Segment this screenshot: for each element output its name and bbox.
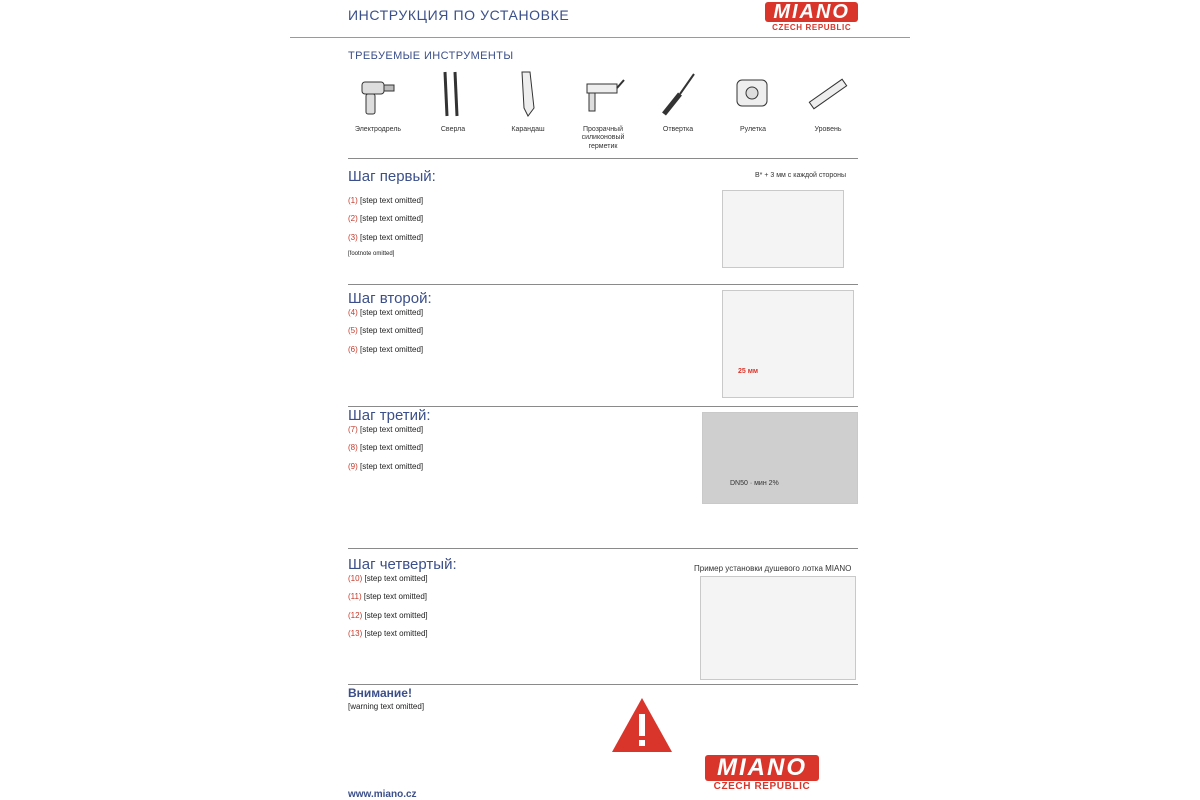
step-4-figure: [700, 576, 856, 680]
item-number: (6): [348, 344, 358, 354]
tool-label: Прозрачный силиконовый герметик: [581, 126, 625, 150]
item-number: (10): [348, 574, 363, 583]
divider: [348, 548, 858, 549]
item-text: [step text omitted]: [364, 610, 428, 620]
item-text: [step text omitted]: [360, 326, 424, 336]
item-number: (11): [348, 592, 362, 602]
step-1-figure-caption: B* + 3 мм с каждой стороны: [755, 172, 847, 179]
step-4-title: Шаг четвертый:: [348, 556, 457, 573]
document-title: ИНСТРУКЦИЯ ПО УСТАНОВКЕ: [348, 7, 570, 23]
tape-measure-icon: [731, 70, 775, 118]
logo-subtitle: CZECH REPUBLIC: [713, 781, 811, 792]
divider: [348, 684, 858, 685]
step-4-text: [348, 574, 718, 648]
item-text: [step text omitted]: [360, 425, 424, 434]
item-number: (9): [348, 461, 358, 471]
step-2-figure-caption: 25 мм: [738, 368, 759, 375]
step-3-title: Шаг третий:: [348, 407, 431, 424]
pencil-icon: [506, 70, 550, 118]
tools-row: [348, 70, 858, 154]
item-text: [step text omitted]: [360, 308, 424, 317]
item-number: (8): [348, 443, 358, 453]
item-text: [step text omitted]: [360, 344, 424, 354]
warning-icon: [610, 696, 674, 754]
tool-label: Электродрель: [354, 126, 402, 133]
brand-logo: [765, 2, 858, 32]
step-1-note: [footnote omitted]: [348, 251, 395, 258]
logo-wordmark: MIANO: [705, 755, 819, 781]
website-link[interactable]: www.miano.cz: [348, 789, 417, 800]
tool-screwdriver: [648, 70, 708, 154]
item-text: [step text omitted]: [364, 574, 428, 583]
item-number: (4): [348, 308, 358, 317]
warning-text: [warning text omitted]: [348, 702, 425, 711]
logo-wordmark: MIANO: [765, 2, 858, 22]
tool-pencil: [498, 70, 558, 154]
item-text: [step text omitted]: [360, 196, 424, 205]
tool-drill-bits: [423, 70, 483, 154]
step-1-figure: [722, 190, 844, 268]
step-1-text: [348, 196, 718, 267]
tool-drill: [348, 70, 408, 154]
tool-label: Уровень: [814, 126, 842, 133]
item-text: [step text omitted]: [363, 592, 428, 602]
item-text: [step text omitted]: [360, 461, 424, 471]
tool-label: Рулетка: [739, 126, 767, 133]
tool-sealant-gun: [573, 70, 633, 154]
item-number: (1): [348, 196, 358, 205]
tools-title: ТРЕБУЕМЫЕ ИНСТРУМЕНТЫ: [348, 50, 514, 62]
step-2-title: Шаг второй:: [348, 290, 432, 307]
item-text: [step text omitted]: [360, 232, 424, 242]
step-3-text: [348, 425, 718, 480]
item-number: (12): [348, 610, 363, 620]
item-text: [step text omitted]: [364, 629, 428, 639]
item-text: [step text omitted]: [360, 214, 424, 224]
step-4-figure-caption: Пример установки душевого лотка MIANO: [694, 564, 852, 573]
item-text: [step text omitted]: [360, 443, 424, 453]
logo-subtitle: CZECH REPUBLIC: [772, 23, 852, 32]
divider: [348, 158, 858, 159]
step-2-text: [348, 308, 718, 363]
drill-icon: [356, 70, 400, 118]
item-number: (5): [348, 326, 358, 336]
step-3-figure-caption: DN50 · мин 2%: [730, 480, 779, 487]
warning-title: Внимание!: [348, 686, 412, 700]
tool-label: Сверла: [440, 126, 466, 133]
tool-label: Карандаш: [511, 126, 545, 133]
item-number: (13): [348, 629, 363, 639]
step-3-figure: [702, 412, 858, 504]
item-number: (3): [348, 232, 358, 242]
drill-bits-icon: [431, 70, 475, 118]
page-header: [290, 0, 910, 38]
footer-logo: [705, 755, 819, 792]
divider: [348, 284, 858, 285]
tool-tape-measure: [723, 70, 783, 154]
sealant-gun-icon: [581, 70, 625, 118]
level-icon: [806, 70, 850, 118]
tool-label: Отвертка: [662, 126, 694, 133]
step-2-figure: [722, 290, 854, 398]
screwdriver-icon: [656, 70, 700, 118]
tool-level: [798, 70, 858, 154]
item-number: (7): [348, 425, 358, 434]
item-number: (2): [348, 214, 358, 224]
step-1-title: Шаг первый:: [348, 168, 436, 185]
